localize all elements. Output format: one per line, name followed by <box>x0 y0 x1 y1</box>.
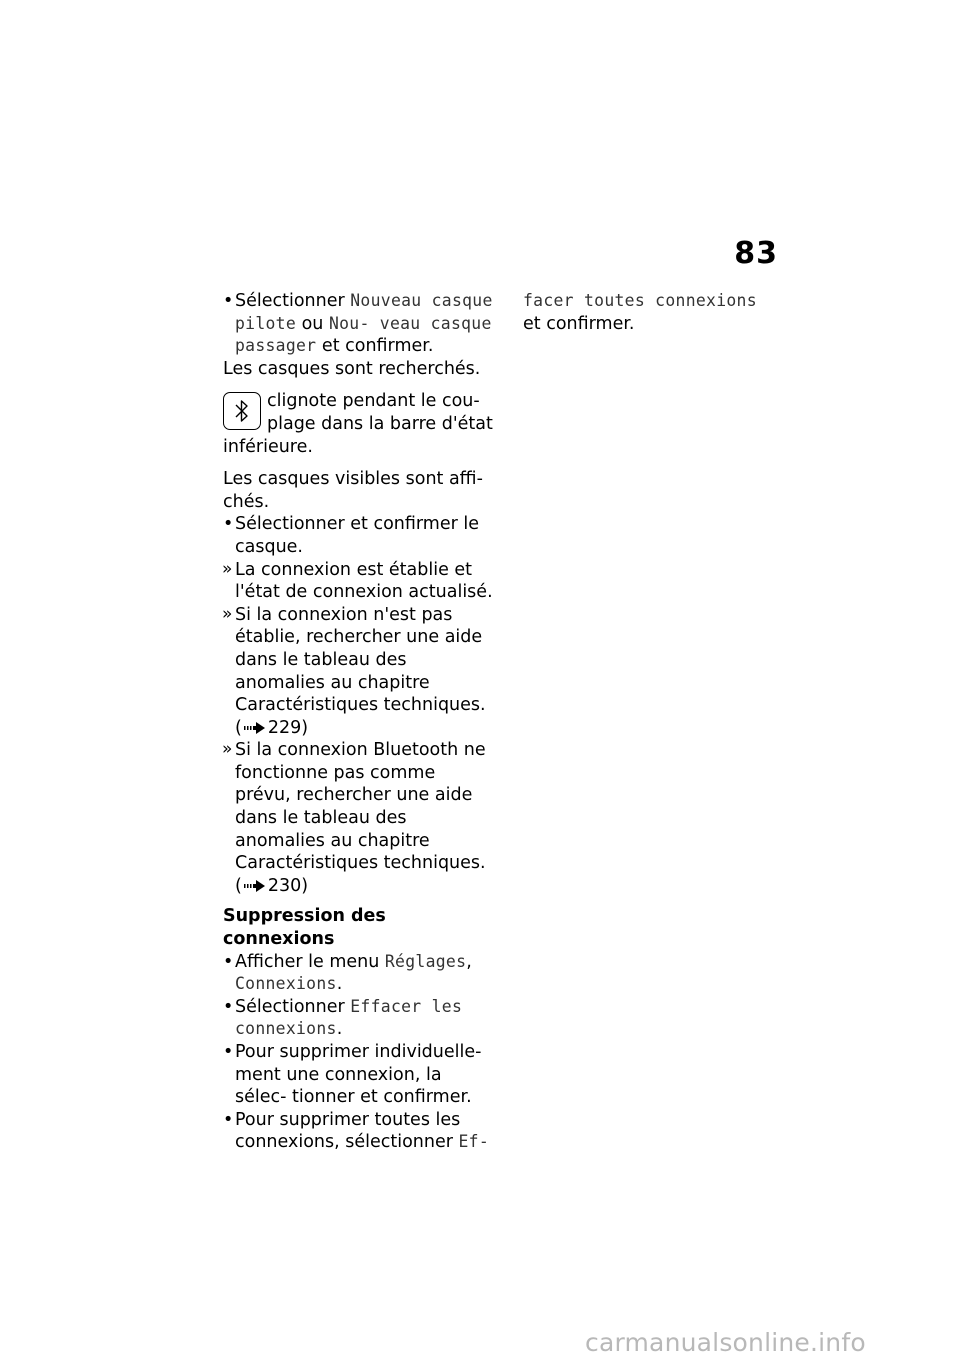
menu-term: Nouveau casque pilote <box>235 291 493 333</box>
page-number: 83 <box>734 236 778 271</box>
bullet-dot: • <box>223 291 234 311</box>
bluetooth-icon <box>223 392 261 430</box>
result-arrow-icon: » <box>222 739 233 760</box>
page-reference[interactable]: 229) <box>267 717 309 738</box>
bluetooth-icon-glyph <box>234 398 250 424</box>
result-arrow-icon: » <box>222 558 233 579</box>
bullet-dot: • <box>223 951 234 972</box>
bullet-select-new-headset: • Sélectionner Nouveau casque pilote ou Nou- veau casque passager et confirmer. <box>223 291 493 357</box>
menu-term: facer toutes connexions <box>523 291 757 310</box>
menu-term: Réglages <box>384 951 467 971</box>
bullet-delete-single: • Pour supprimer individuelle- ment une connexion, la sélec- tionner et confirmer. <box>223 1042 482 1108</box>
bullet-delete-all: • Pour supprimer toutes les connexions, sélectionner Ef- <box>223 1109 490 1153</box>
page-reference[interactable]: 230) <box>267 875 309 896</box>
result-bluetooth-issue: » Si la connexion Bluetooth ne fonctionne pas comme prévu, rechercher une aide dans le tableau des anomalies au chapitre Caractéristiques techniques. ( 230) <box>222 739 486 896</box>
paragraph-visible: Les casques visibles sont affi- chés. <box>223 469 483 512</box>
result-connected: » La connexion est établie et l'état de connexion actualisé. <box>222 558 493 603</box>
bullet-dot: • <box>223 1109 234 1130</box>
result-not-established: » Si la connexion n'est pas établie, rechercher une aide dans le tableau des anomalies au chapitre Caractéristiques techniques. ( 229) <box>222 603 486 738</box>
bluetooth-note-text: clignote pendant le cou- plage dans la barre d'état inférieure. <box>223 391 493 457</box>
section-heading: Suppression des connexions <box>223 906 386 950</box>
bluetooth-note <box>223 390 495 458</box>
menu-term: Effacer les connexions <box>235 996 463 1039</box>
bullet-dot: • <box>223 996 234 1017</box>
watermark: carmanualsonline.info <box>585 1328 866 1357</box>
menu-term: Ef- <box>458 1132 490 1152</box>
continued-item: facer toutes connexions et confirmer. <box>523 291 757 334</box>
bullet-select-delete: • Sélectionner Effacer les connexions. <box>223 996 463 1040</box>
bullet-select-headset: • Sélectionner et confirmer le casque. <box>223 514 479 557</box>
bullet-dot: • <box>223 1042 234 1062</box>
paragraph-search: Les casques sont recherchés. <box>223 358 481 379</box>
left-column <box>223 290 495 1154</box>
bullet-show-settings: • Afficher le menu Réglages, Connexions. <box>223 951 472 995</box>
menu-term: Nou- veau casque passager <box>235 313 492 356</box>
bullet-dot: • <box>223 514 234 535</box>
right-column <box>523 290 788 335</box>
page-reference-arrow-icon <box>244 880 266 892</box>
menu-term: Connexions <box>235 974 337 994</box>
result-arrow-icon: » <box>222 603 233 624</box>
page-reference-arrow-icon <box>244 722 266 734</box>
